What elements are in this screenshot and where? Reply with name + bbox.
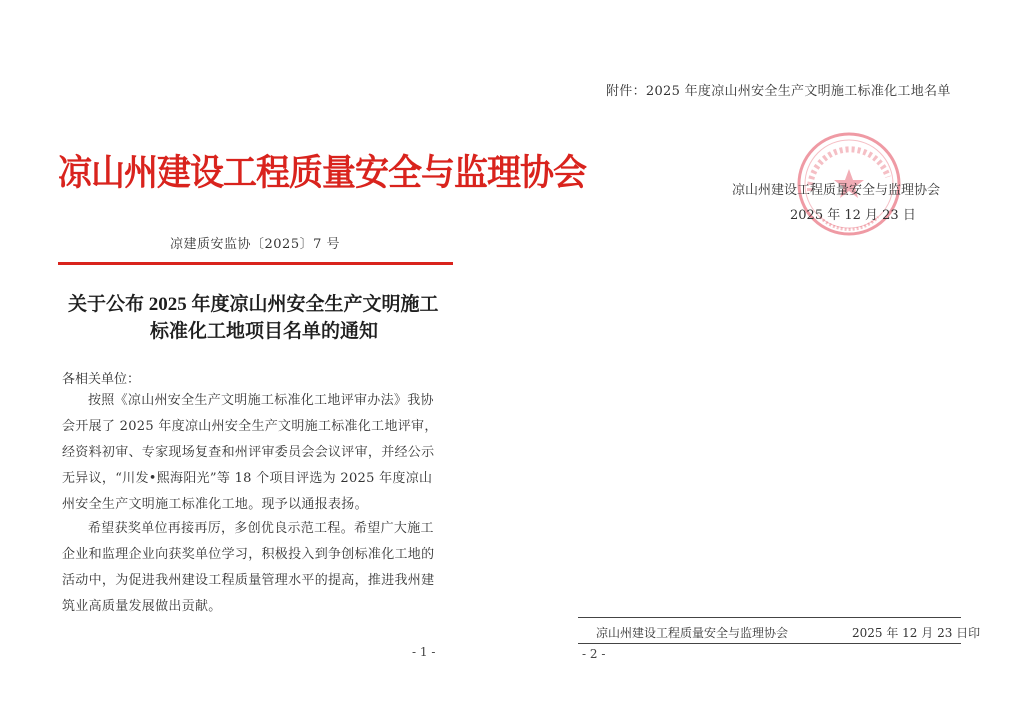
attachment-heading: 附件：2025 年度凉山州安全生产文明施工标准化工地名单 bbox=[606, 84, 951, 99]
signature-organization: 凉山州建设工程质量安全与监理协会 bbox=[732, 183, 941, 198]
signature-date: 2025 年 12 月 23 日 bbox=[790, 208, 916, 223]
footer-divider-top bbox=[578, 617, 961, 618]
body-text-line: 经资料初审、专家现场复查和州评审委员会会议评审，并经公示 bbox=[62, 445, 435, 460]
body-text-line: 按照《凉山州安全生产文明施工标准化工地评审办法》我协 bbox=[88, 393, 434, 408]
body-text-line: 无异议，“川发•熙海阳光”等 18 个项目评选为 2025 年度凉山 bbox=[62, 471, 433, 486]
footer-print-date: 2025 年 12 月 23 日印 bbox=[852, 626, 981, 640]
body-text-line: 筑业高质量发展做出贡献。 bbox=[62, 599, 222, 614]
notice-title-line: 关于公布 2025 年度凉山州安全生产文明施工 bbox=[68, 294, 439, 315]
footer-divider-bottom bbox=[578, 643, 961, 644]
page-number: - 2 - bbox=[582, 647, 606, 661]
body-text-line: 企业和监理企业向获奖单位学习，积极投入到争创标准化工地的 bbox=[62, 547, 435, 562]
page-number: - 1 - bbox=[412, 645, 436, 659]
body-text-line: 希望获奖单位再接再厉，多创优良示范工程。希望广大施工 bbox=[88, 521, 434, 536]
salutation: 各相关单位： bbox=[62, 372, 141, 387]
body-text-line: 州安全生产文明施工标准化工地。现予以通报表扬。 bbox=[62, 497, 368, 512]
body-text-line: 活动中，为促进我州建设工程质量管理水平的提高，推进我州建 bbox=[62, 573, 435, 588]
document-number: 凉建质安监协〔2025〕7 号 bbox=[170, 237, 340, 252]
red-divider bbox=[58, 262, 453, 265]
issuing-org-title: 凉山州建设工程质量安全与监理协会 bbox=[58, 152, 586, 195]
footer-organization: 凉山州建设工程质量安全与监理协会 bbox=[596, 626, 789, 640]
notice-title-line: 标准化工地项目名单的通知 bbox=[150, 321, 379, 342]
body-text-line: 会开展了 2025 年度凉山州安全生产文明施工标准化工地评审， bbox=[62, 419, 438, 434]
